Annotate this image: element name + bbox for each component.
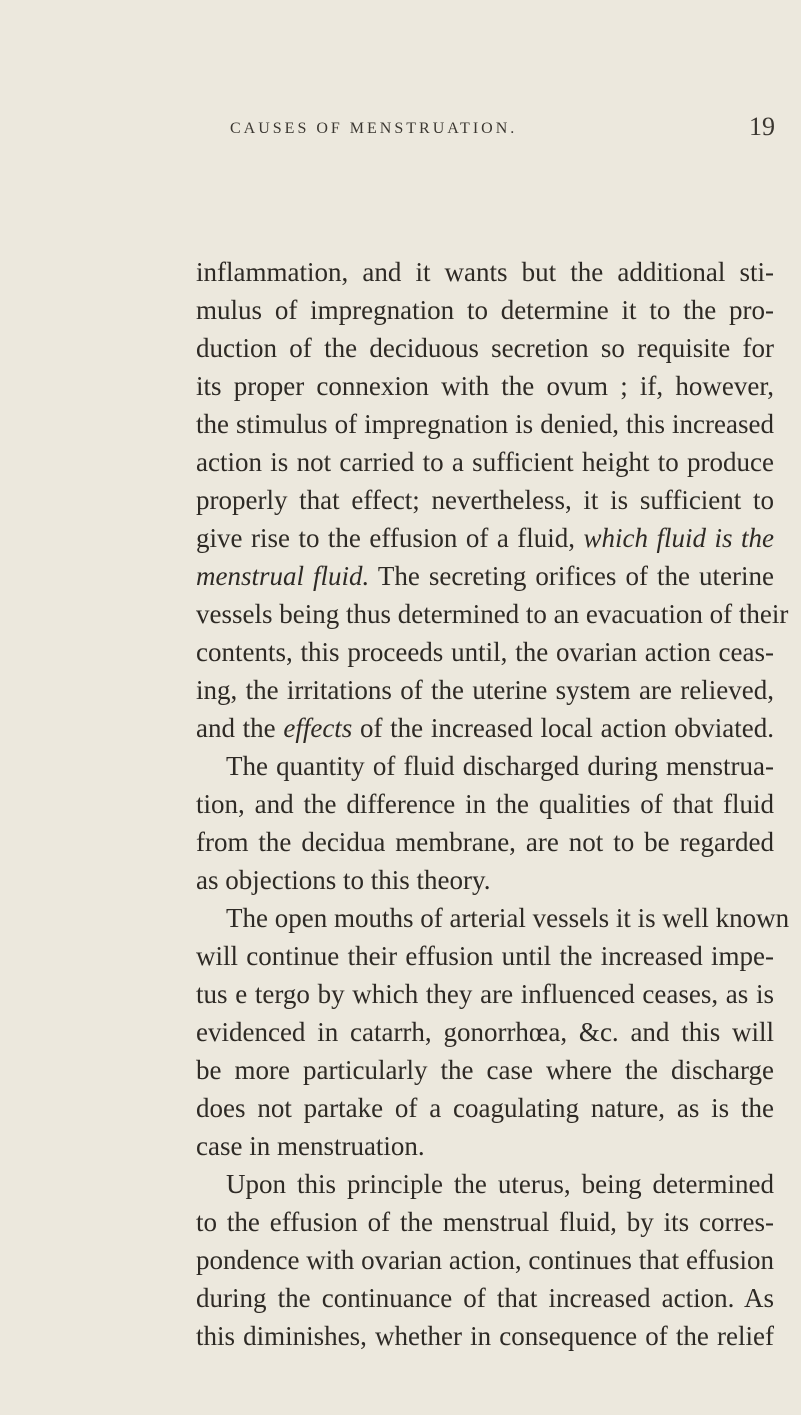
text-line: the stimulus of impregnation is denied, this increased bbox=[196, 409, 774, 439]
text-line: Upon this principle the uterus, being determined bbox=[226, 1169, 774, 1199]
text-line: properly that effect; nevertheless, it is sufficient to bbox=[196, 485, 774, 515]
text-line: action is not carried to a sufficient height to produce bbox=[196, 447, 774, 477]
text-line: this diminishes, whether in consequence of the relief bbox=[196, 1321, 774, 1351]
text-line: tion, and the difference in the qualities of that fluid bbox=[196, 789, 774, 819]
italic-phrase: menstrual fluid. bbox=[196, 561, 370, 591]
text-line: inflammation, and it wants but the additional sti- bbox=[196, 257, 774, 287]
text-line: be more particularly the case where the discharge bbox=[196, 1055, 774, 1085]
text-line: contents, this proceeds until, the ovarian action ceas- bbox=[196, 637, 774, 667]
text-line: case in menstruation. bbox=[196, 1131, 425, 1161]
italic-word: effects bbox=[283, 713, 353, 743]
text-line: will continue their effusion until the increased impe- bbox=[196, 941, 774, 971]
italic-phrase: which fluid is the bbox=[583, 523, 774, 553]
text-line: from the decidua membrane, are not to be regarded bbox=[196, 827, 774, 857]
text-line: duction of the deciduous secretion so requisite for bbox=[196, 333, 774, 363]
text-line: menstrual fluid. The secreting orifices of the uterine bbox=[196, 561, 774, 591]
text-line: ing, the irritations of the uterine system are relieved, bbox=[196, 675, 774, 705]
running-title: CAUSES OF MENSTRUATION. bbox=[230, 120, 518, 137]
text-line: and the effects of the increased local action obviated. bbox=[196, 713, 774, 743]
text-line: to the effusion of the menstrual fluid, by its corres- bbox=[196, 1207, 774, 1237]
text-line: The open mouths of arterial vessels it is well known bbox=[226, 903, 790, 933]
text-line: pondence with ovarian action, continues that effusion bbox=[196, 1245, 774, 1275]
text-line: tus e tergo by which they are influenced ceases, as is bbox=[196, 979, 774, 1009]
text-line: give rise to the effusion of a fluid, which fluid is the bbox=[196, 523, 774, 553]
text-line: as objections to this theory. bbox=[196, 865, 491, 895]
text-line: vessels being thus determined to an evacuation of their bbox=[196, 599, 789, 629]
text-line: its proper connexion with the ovum ; if, however, bbox=[196, 371, 774, 401]
text-line: evidenced in catarrh, gonorrhœa, &c. and this will bbox=[196, 1017, 774, 1047]
text-line: The quantity of fluid discharged during menstrua- bbox=[226, 751, 774, 781]
text-line: during the continuance of that increased action. As bbox=[196, 1283, 774, 1313]
text-line: does not partake of a coagulating nature, as is the bbox=[196, 1093, 774, 1123]
text-line: mulus of impregnation to determine it to the pro- bbox=[196, 295, 774, 325]
page-number: 19 bbox=[749, 112, 775, 141]
